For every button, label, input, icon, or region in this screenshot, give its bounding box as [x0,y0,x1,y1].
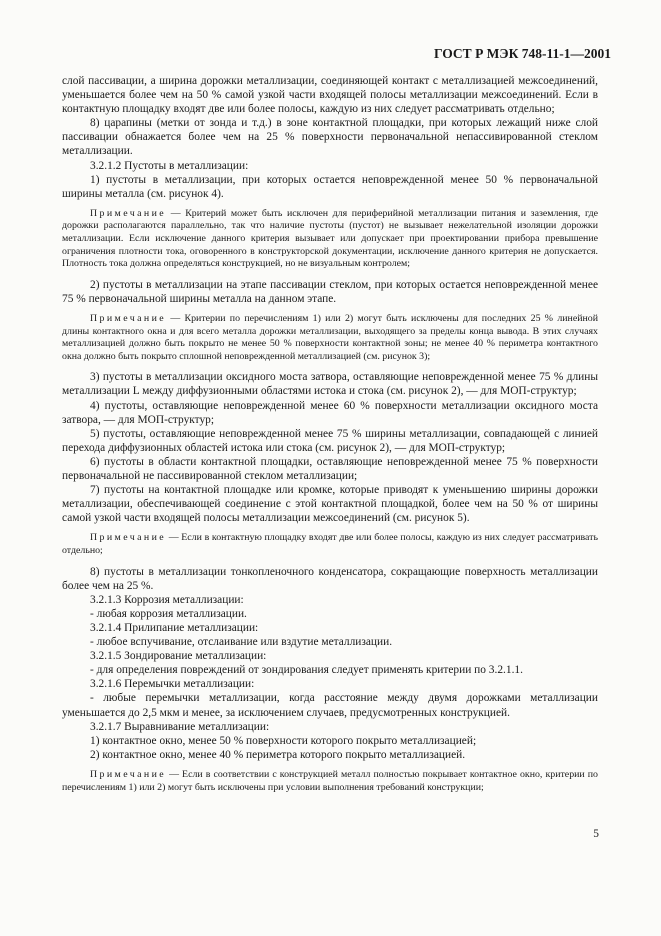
body-paragraph: - любые перемычки металлизации, когда расстояние между двумя дорожками металлизации уменьшается до 2,5 мкм и менее, за исключением случаев, предусмотренных конструкцией. [62,692,598,719]
body-paragraph: 1) контактное окно, менее 50 % поверхности которого покрыто металлизацией; [90,734,477,747]
body-paragraph: 8) царапины (метки от зонда и т.д.) в зоне контактной площадки, при которых лежащий ниже слой пассивации обнажается более чем на 25 % поверхности первоначальной непассивированной стеклом металлизации. [62,117,598,158]
note-text: — Критерии по перечислениям 1) или 2) могут быть исключены для последних 25 % линейной длины контактного окна и для всего металла дорожки металлизации, выходящего за пределы конца вывода. В этих случаях металлизацией должно быть покрыто не менее 50 % поверхности контактной зоны; не менее 40 % периметра контактного окна должно быть покрыто сплошной неповрежденной металлизацией (см. рисунок 3); [62,313,598,362]
body-paragraph: 3.2.1.6 Перемычки металлизации: [90,678,255,691]
note-paragraph [62,313,598,363]
body-paragraph: 4) пустоты, оставляющие неповрежденной менее 60 % поверхности металлизации оксидного моста затвора, — для МОП-структур; [62,399,598,426]
body-paragraph: 1) пустоты в металлизации, при которых остается неповрежденной менее 50 % первоначальной ширины металла (см. рисунок 4). [62,173,598,200]
note-label: Примечание [90,532,167,544]
body-paragraph: - любая коррозия металлизации. [90,607,247,620]
body-paragraph: 6) пустоты в области контактной площадки, оставляющие неповрежденной менее 75 % поверхности первоначальной не пассивированной стеклом металлизации; [62,455,598,483]
body-paragraph: 3.2.1.2 Пустоты в металлизации: [90,159,249,172]
document-body [62,74,598,801]
body-paragraph: 7) пустоты на контактной площадке или кромке, которые приводят к уменьшению ширины дорожки металлизации, обеспечивающей соединение с этой контактной площадкой, более чем на 50 % от ширины самой узкой части входящей полосы металлизации межсоединений (см. рисунок 5). [62,484,598,525]
note-text: — Если в соответствии с конструкцией металл полностью покрывает контактное окно, критерии по перечислениям 1) или 2) могут быть исключены при условии выполнения требований конструкции; [62,768,598,793]
page-number: 5 [593,828,599,840]
note-paragraph [62,208,598,271]
body-paragraph: - любое вспучивание, отслаивание или вздутие металлизации. [90,636,393,649]
body-paragraph: 3.2.1.4 Прилипание металлизации: [90,621,259,634]
note-label: Примечание [90,207,167,219]
note-label: Примечание [90,768,167,780]
body-paragraph: 3) пустоты в металлизации оксидного моста затвора, оставляющие неповрежденной менее 75 % длины металлизации L между диффузионными областями истока и стока (см. рисунок 2), — для МОП-структур; [62,371,598,398]
body-paragraph: - для определения повреждений от зондирования следует применять критерии по 3.2.1.1. [90,664,523,677]
document-header: ГОСТ Р МЭК 748-11-1—2001 [434,46,611,61]
note-paragraph [62,532,598,557]
body-paragraph: 3.2.1.5 Зондирование металлизации: [90,650,267,663]
body-paragraph: 2) пустоты в металлизации на этапе пассивации стеклом, при которых остается неповрежденной менее 75 % первоначальной ширины металла на данном этапе. [62,278,598,305]
note-text: — Критерий может быть исключен для периферийной металлизации питания и заземления, где дорожки располагаются параллельно, так что наличие пустоты (пустот) не вызывает нежелательной изоляции дорожки металлизации. Если исключение данного критерия вызывает или допускает при проектировании прибора превышение ограничения плотности тока, оговоренного в конструкторской документации, исключение данного критерия не допускается. Плотность тока должна определяться конструкцией, но не визуальным контролем; [62,207,598,270]
note-label: Примечание [90,313,167,324]
body-paragraph: 3.2.1.3 Коррозия металлизации: [90,593,244,606]
body-paragraph: 2) контактное окно, менее 40 % периметра которого покрыто металлизацией. [90,748,466,761]
body-paragraph: 8) пустоты в металлизации тонкопленочного конденсатора, сокращающие поверхность металлизации более чем на 25 %. [62,565,598,592]
note-paragraph [62,769,598,794]
body-paragraph: 5) пустоты, оставляющие неповрежденной менее 75 % ширины металлизации, совпадающей с линией перехода диффузионных областей истока или стока (см. рисунок 2), — для МОП-структур; [62,427,598,454]
body-paragraph: слой пассивации, а ширина дорожки металлизации, соединяющей контакт с металлизацией межсоединений, уменьшается более чем на 50 % самой узкой части входящей полосы металлизации межсоединений. Если в контактную площадку входят две или более полосы, каждую из них следует рассматривать отдельно; [62,75,598,116]
note-text: — Если в контактную площадку входят две или более полосы, каждую из них следует рассматривать отдельно; [62,532,598,556]
body-paragraph: 3.2.1.7 Выравнивание металлизации: [90,720,270,733]
